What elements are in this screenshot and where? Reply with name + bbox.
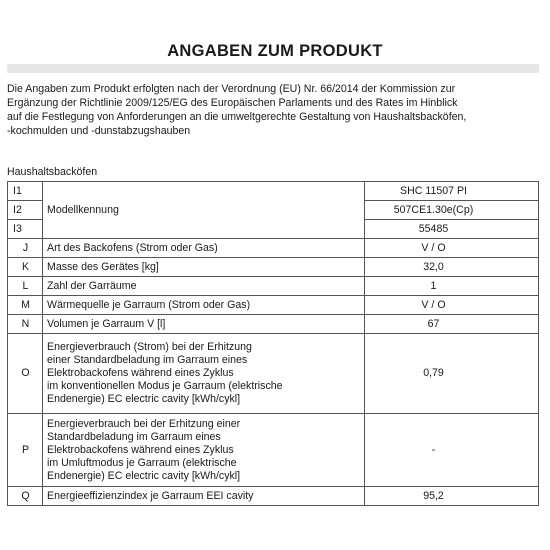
table-row — [8, 277, 539, 296]
row-code: Q — [8, 487, 43, 506]
intro-line: -kochmulden und -dunstabzugshauben — [7, 125, 191, 137]
row-code: J — [8, 239, 43, 258]
intro-line: Die Angaben zum Produkt erfolgten nach der Verordnung (EU) Nr. 66/2014 der Kommission zur — [7, 83, 456, 95]
row-label: Zahl der Garräume — [43, 277, 365, 296]
table-row — [8, 258, 539, 277]
row-value: 1 — [365, 277, 539, 296]
table-row — [8, 296, 539, 315]
row-label: Modellkennung — [43, 182, 365, 239]
row-label-line: einer Standardbeladung im Garraum eines — [47, 354, 248, 366]
row-label — [43, 334, 365, 414]
row-label-line: Energieverbrauch bei der Erhitzung einer — [47, 417, 241, 430]
row-value: SHC 11507 PI — [365, 182, 539, 201]
row-code: O — [8, 334, 43, 414]
row-code: P — [8, 414, 43, 487]
row-code: N — [8, 315, 43, 334]
row-label-line: Elektrobackofens während eines Zyklus — [47, 443, 234, 456]
row-value: - — [365, 414, 539, 487]
row-label-line: Endenergie) EC electric cavity [kWh/cykl] — [47, 393, 241, 405]
table-row — [8, 414, 539, 487]
row-value: 67 — [365, 315, 539, 334]
row-value: 507CE1.30e(Cp) — [365, 201, 539, 220]
title-divider — [7, 64, 539, 73]
table-row — [8, 315, 539, 334]
row-code: I1 — [8, 182, 43, 201]
row-value: V / O — [365, 296, 539, 315]
row-value: V / O — [365, 239, 539, 258]
intro-paragraph — [7, 82, 540, 138]
table-row — [8, 239, 539, 258]
row-label-line: im Umluftmodus je Garraum (elektrische — [47, 456, 237, 469]
row-label: Wärmequelle je Garraum (Strom oder Gas) — [43, 296, 365, 315]
row-value: 0,79 — [365, 334, 539, 414]
row-label — [43, 414, 365, 487]
row-code: L — [8, 277, 43, 296]
row-label-line: Endenergie) EC electric cavity [kWh/cykl] — [47, 469, 241, 482]
row-code: I2 — [8, 201, 43, 220]
row-label: Art des Backofens (Strom oder Gas) — [43, 239, 365, 258]
row-value: 32,0 — [365, 258, 539, 277]
row-label-line: Energieverbrauch (Strom) bei der Erhitzung — [47, 341, 252, 353]
section-label: Haushaltsbacköfen — [7, 166, 98, 178]
row-label: Volumen je Garraum V [l] — [43, 315, 365, 334]
product-spec-table — [7, 181, 539, 506]
row-code: I3 — [8, 220, 43, 239]
intro-line: Ergänzung der Richtlinie 2009/125/EG des Europäischen Parlaments und des Rates im Hinblick — [7, 97, 458, 109]
page-title: ANGABEN ZUM PRODUKT — [167, 42, 383, 60]
row-value: 55485 — [365, 220, 539, 239]
row-label-line: Elektrobackofens während eines Zyklus — [47, 367, 234, 379]
row-code: M — [8, 296, 43, 315]
row-value: 95,2 — [365, 487, 539, 506]
row-label-line: Standardbeladung im Garraum eines — [47, 430, 221, 443]
row-label: Masse des Gerätes [kg] — [43, 258, 365, 277]
row-label: Energieeffizienzindex je Garraum EEI cavity — [43, 487, 365, 506]
table-row — [8, 334, 539, 414]
row-label-line: im konventionellen Modus je Garraum (elektrische — [47, 380, 283, 392]
row-code: K — [8, 258, 43, 277]
table-row — [8, 182, 539, 201]
intro-line: auf die Festlegung von Anforderungen an die umweltgerechte Gestaltung von Haushaltsbacköfen, — [7, 111, 467, 123]
table-row — [8, 487, 539, 506]
